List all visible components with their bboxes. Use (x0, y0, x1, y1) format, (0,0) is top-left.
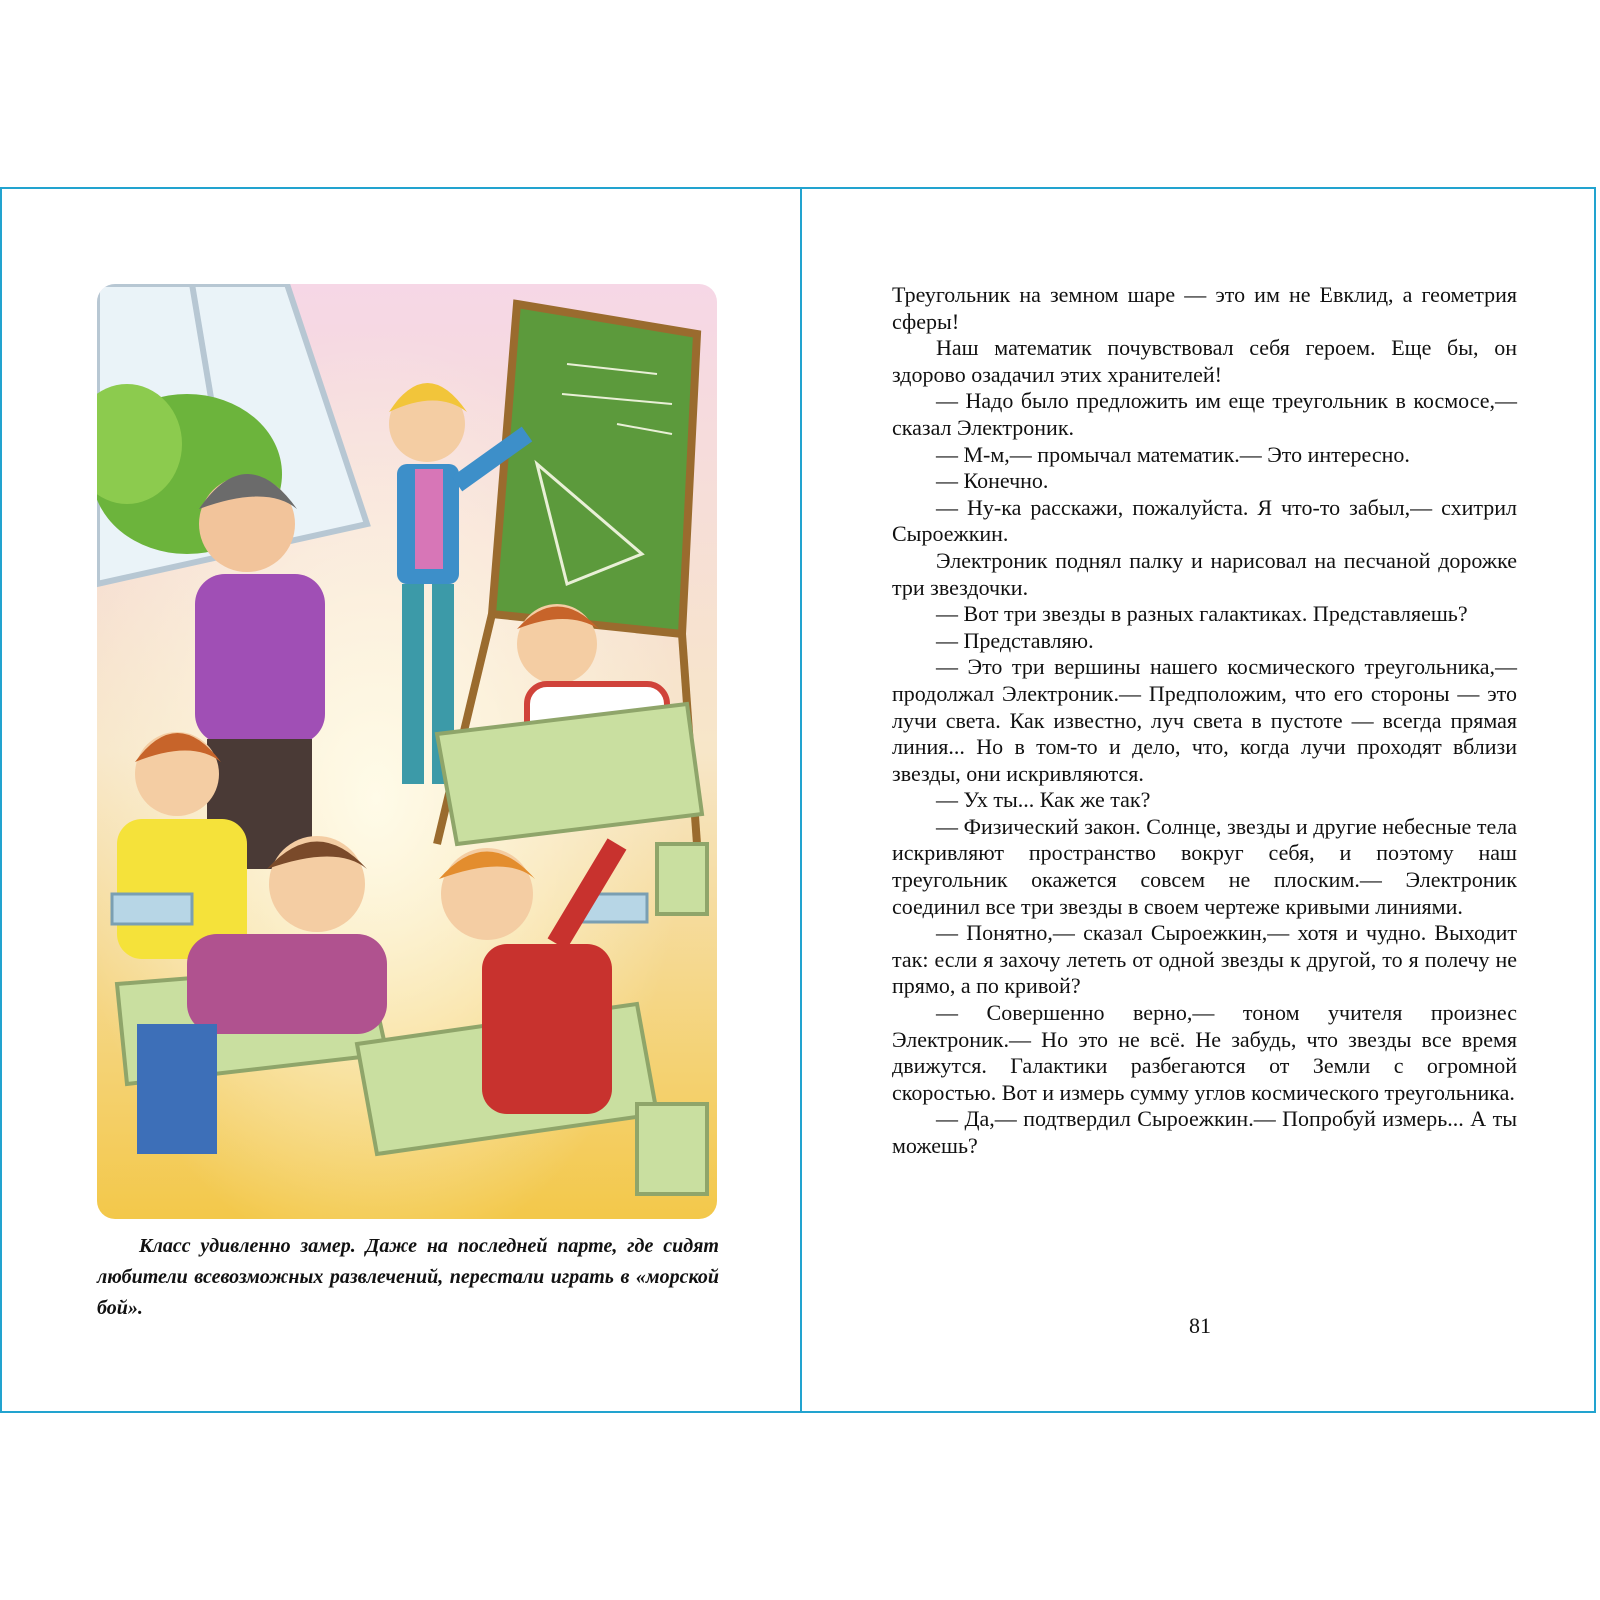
paragraph: — Вот три звезды в разных галактиках. Представляешь? (936, 601, 1468, 627)
paragraph: — Конечно. (936, 468, 1049, 494)
paragraph: — Представляю. (936, 627, 1094, 653)
paragraph: Наш математик почувствовал себя героем. Еще бы, он здорово озадачил этих хранителей! (892, 335, 1517, 387)
classroom-illustration (97, 284, 717, 1219)
book-spread (0, 187, 1596, 1413)
story-text (892, 282, 1517, 1160)
illustration-caption: Класс удивленно замер. Даже на последней парте, где сидят любители всевозможных развлечений, перестали играть в «морской бой». (97, 1235, 719, 1319)
left-page (2, 189, 800, 1411)
paragraph: — Ну-ка расскажи, пожалуйста. Я что-то забыл,— схитрил Сыроежкин. (892, 494, 1517, 547)
page-number-text: 81 (1189, 1313, 1211, 1338)
paragraph: — Надо было предложить им еще треугольник в космосе,— сказал Электроник. (892, 388, 1517, 440)
paragraph: Треугольник на земном шаре — это им не Евклид, а геометрия сферы! (892, 282, 1517, 334)
paragraph: — Это три вершины нашего космического треугольника,— продолжал Электроник.— Предположим, что его стороны — это лучи света. Как известно, луч света в пустоте — всегда прямая линия... Но в том-то и дело, что, когда лучи проходят вблизи звезды, они искривляются. (892, 654, 1517, 786)
paragraph: — Да,— подтвердил Сыроежкин.— Попробуй измерь... А ты можешь? (892, 1106, 1517, 1158)
paragraph: Электроник поднял палку и нарисовал на песчаной дорожке три звездочки. (892, 547, 1517, 600)
page-number (802, 1313, 1598, 1339)
paragraph: — М-м,— промычал математик.— Это интересно. (936, 441, 1410, 467)
paragraph: — Физический закон. Солнце, звезды и другие небесные тела искривляют пространство вокруг себя, и поэтому наш треугольник окажется совсем не плоским.— Электроник соединил все три звезды в своем чертеже кривыми линиями. (892, 813, 1517, 919)
paragraph: — Совершенно верно,— тоном учителя произнес Электроник.— Но это не всё. Не забудь, что звезды все время движутся. Галактики разбегаются от Земли с огромной скоростью. Вот и измерь сумму углов космического треугольника. (892, 1000, 1517, 1105)
paragraph: — Понятно,— сказал Сыроежкин,— хотя и чудно. Выходит так: если я захочу лететь от одной звезды к другой, то я полечу не прямо, а по кривой? (892, 920, 1517, 999)
paragraph: — Ух ты... Как же так? (936, 787, 1151, 813)
right-page (802, 189, 1598, 1411)
